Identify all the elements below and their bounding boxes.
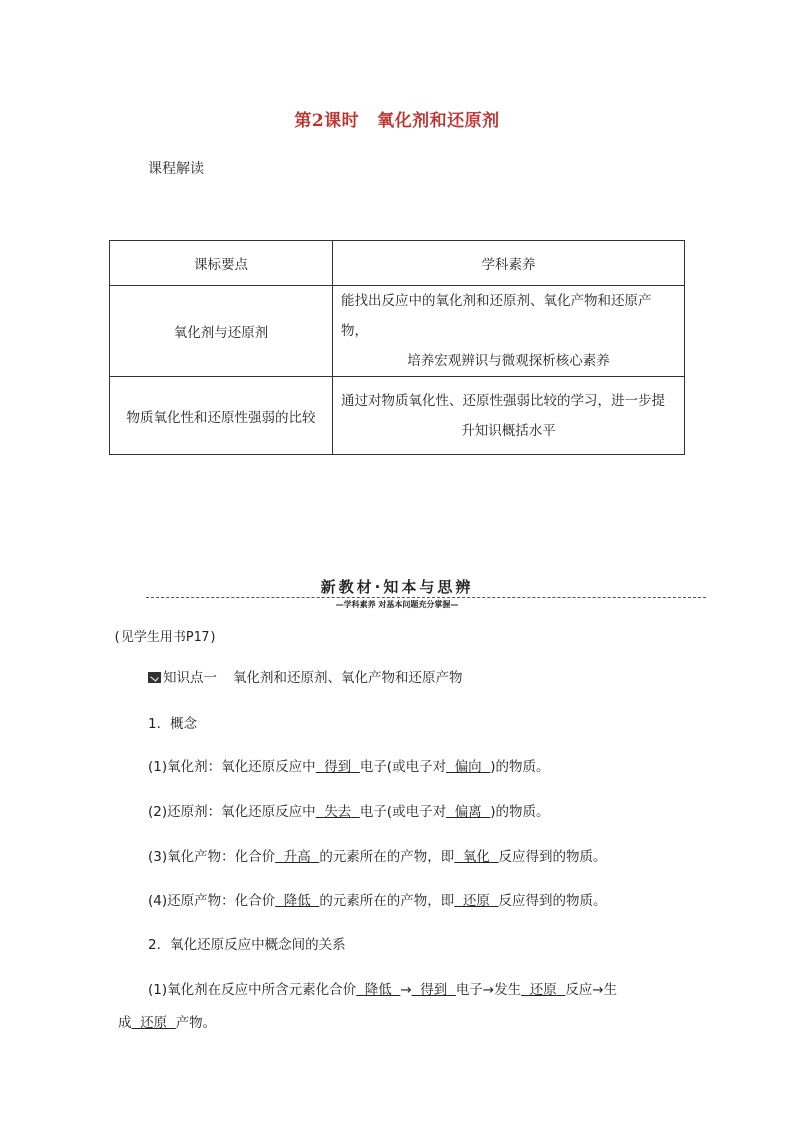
section-title: 新教材·知本与思辨: [320, 578, 474, 596]
text: 反应→生: [565, 982, 618, 998]
text: 反应得到的物质。: [498, 849, 607, 865]
text: 反应得到的物质。: [498, 893, 607, 909]
relation-heading: 2．氧化还原反应中概念间的关系: [148, 937, 346, 953]
notebook-icon: [148, 672, 161, 683]
course-reading-heading: 课程解读: [148, 161, 204, 177]
answer-blank: 降低: [364, 982, 392, 998]
literacy-line: 能找出反应中的氧化剂和还原剂、氧化产物和还原产物，: [341, 293, 652, 339]
text: 的元素所在的产物，即: [319, 849, 455, 865]
row-literacy: [333, 377, 685, 455]
row-literacy: [333, 286, 685, 377]
section-divider: [146, 597, 706, 598]
text: 电子(或电子对: [359, 804, 447, 820]
text: )的物质。: [490, 759, 550, 775]
item-oxidizer: [148, 755, 550, 775]
item-reducer: [148, 800, 550, 820]
answer-blank: 得到: [324, 759, 352, 775]
table-row: [110, 286, 685, 377]
item-oxidation-product: [148, 845, 607, 865]
answer-blank: 得到: [420, 982, 448, 998]
text: 的元素所在的产物，即: [319, 893, 455, 909]
text: 电子(或电子对: [359, 759, 447, 775]
text: 成: [118, 1015, 132, 1031]
answer-blank: 还原: [462, 893, 490, 909]
section-subtitle: —学科素养 对基本问题充分掌握—: [335, 600, 459, 609]
table-header-row: [110, 241, 685, 286]
text: (2)还原剂：氧化还原反应中: [148, 804, 316, 820]
text: (1)氧化剂：氧化还原反应中: [148, 759, 316, 775]
lesson-number: 第2课时: [294, 111, 360, 131]
literacy-line: 通过对物质氧化性、还原性强弱比较的学习，进一步提: [341, 392, 665, 409]
arrow: →: [400, 982, 412, 998]
answer-blank: 偏向: [454, 759, 482, 775]
knowledge-point-heading: [148, 666, 463, 686]
relation-item-1-cont: [118, 1011, 216, 1031]
kp-title: 氧化剂和还原剂、氧化产物和还原产物: [233, 670, 463, 686]
text: (4)还原产物：化合价: [148, 893, 276, 909]
answer-blank: 还原: [140, 1015, 168, 1031]
relation-item-1: [148, 978, 617, 998]
row-point: 物质氧化性和还原性强弱的比较: [110, 377, 333, 455]
header-literacy: 学科素养: [333, 241, 685, 286]
literacy-line: 培养宏观辨识与微观探析核心素养: [407, 353, 610, 369]
header-points: 课标要点: [110, 241, 333, 286]
answer-blank: 升高: [283, 849, 311, 865]
answer-blank: 失去: [324, 804, 352, 820]
book-reference: (见学生用书P17): [113, 630, 218, 645]
row-point: 氧化剂与还原剂: [110, 286, 333, 377]
answer-blank: 氧化: [462, 849, 490, 865]
text: 电子→发生: [455, 982, 522, 998]
standards-table: [109, 240, 685, 455]
answer-blank: 还原: [529, 982, 557, 998]
answer-blank: 偏离: [454, 804, 482, 820]
page-title: [0, 106, 794, 131]
item-reduction-product: [148, 889, 607, 909]
kp-label: 知识点一: [163, 670, 217, 686]
text: (1)氧化剂在反应中所含元素化合价: [148, 982, 357, 998]
concept-heading: 1．概念: [148, 716, 198, 732]
text: )的物质。: [490, 804, 550, 820]
lesson-topic: 氧化剂和还原剂: [377, 111, 500, 131]
text: (3)氧化产物：化合价: [148, 849, 276, 865]
literacy-line: 升知识概括水平: [461, 422, 556, 439]
table-row: [110, 377, 685, 455]
answer-blank: 降低: [283, 893, 311, 909]
text: 产物。: [175, 1015, 217, 1031]
